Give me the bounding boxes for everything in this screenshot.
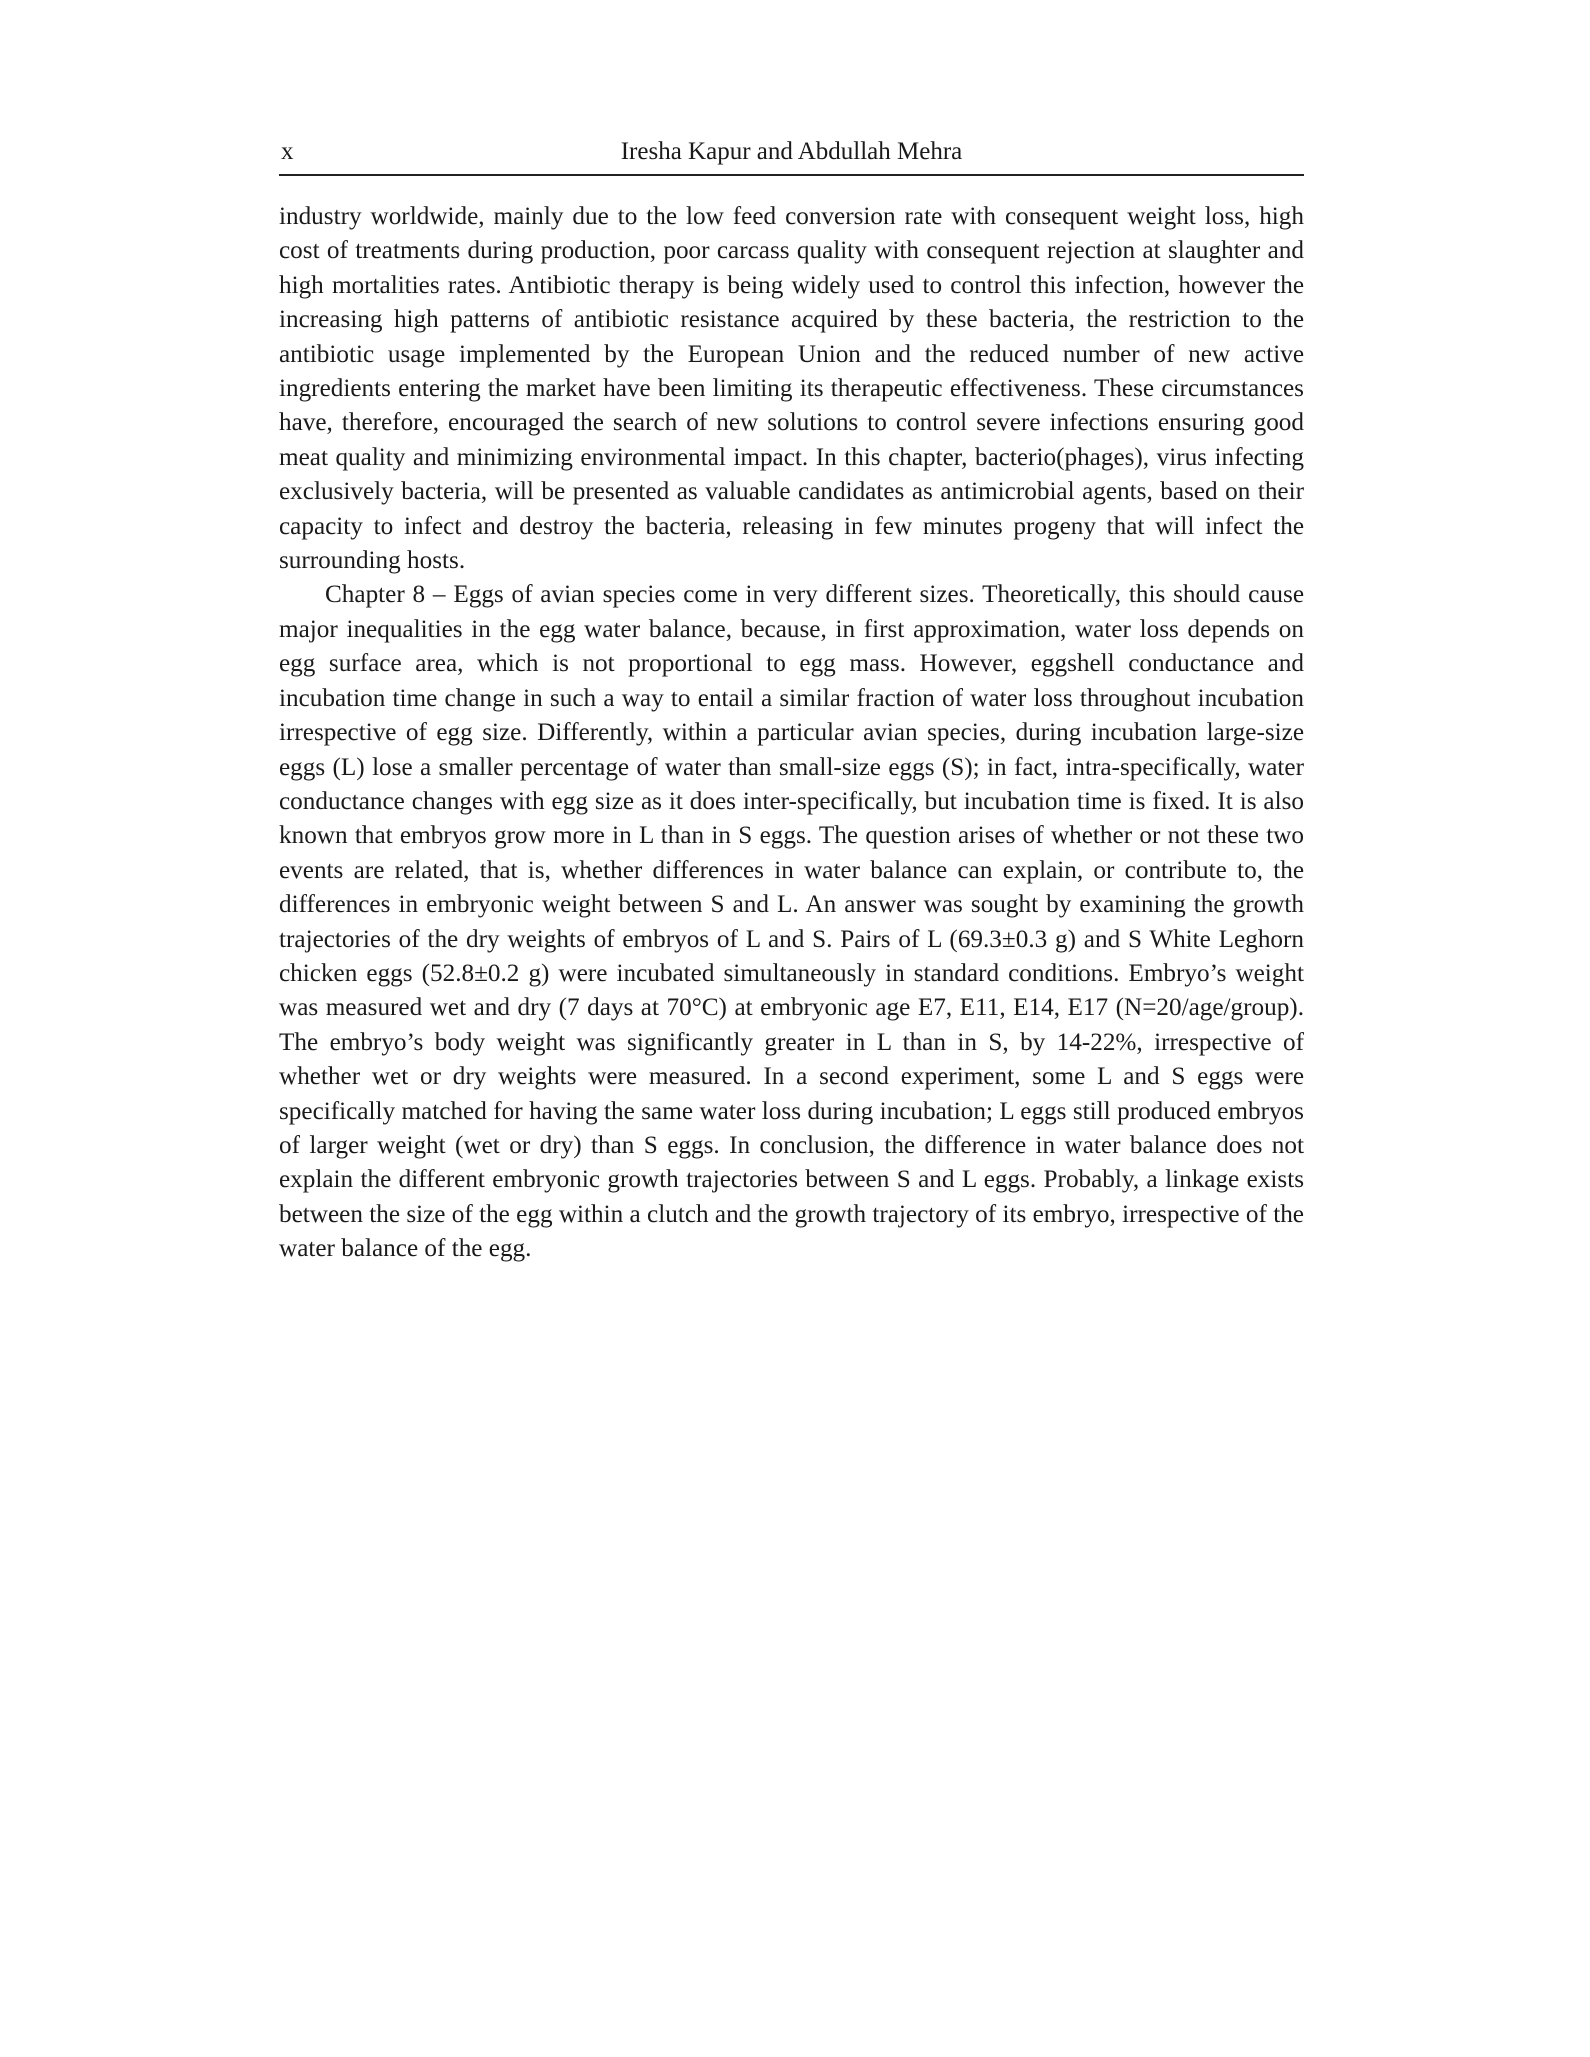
header-authors: Iresha Kapur and Abdullah Mehra — [620, 138, 963, 165]
paragraph-continued: industry worldwide, mainly due to the low feed conversion rate with consequent weight loss, high cost of treatments during production, poor carcass quality with consequent rejection at slaughter and high mortalities rates. Antibiotic therapy is being widely used to control this infection, however the increasing high patterns of antibiotic resistance acquired by these bacteria, the restriction to the antibiotic usage implemented by the European Union and the reduced number of new active ingredients entering the market have been limiting its therapeutic effectiveness. These circumstances have, therefore, encouraged the search of new solutions to control severe infections ensuring good meat quality and minimizing environmental impact. In this chapter, bacterio(phages), virus infecting exclusively bacteria, will be presented as valuable candidates as antimicrobial agents, based on their capacity to infect and destroy the bacteria, releasing in few minutes progeny that will infect the surrounding hosts. — [279, 203, 1304, 575]
body-text — [279, 200, 1304, 1267]
document-page — [279, 130, 1304, 1267]
paragraph-chapter-8: Chapter 8 – Eggs of avian species come in very different sizes. Theoretically, this should cause major inequalities in the egg water balance, because, in first approximation, water loss depends on egg surface area, which is not proportional to egg mass. However, eggshell conductance and incubation time change in such a way to entail a similar fraction of water loss throughout incubation irrespective of egg size. Differently, within a particular avian species, during incubation large-size eggs (L) lose a smaller percentage of water than small-size eggs (S); in fact, intra-specifically, water conductance changes with egg size as it does inter-specifically, but incubation time is fixed. It is also known that embryos grow more in L than in S eggs. The question arises of whether or not these two events are related, that is, whether differences in water balance can explain, or contribute to, the differences in embryonic weight between S and L. An answer was sought by examining the growth trajectories of the dry weights of embryos of L and S. Pairs of L (69.3±0.3 g) and S White Leghorn chicken eggs (52.8±0.2 g) were incubated simultaneously in standard conditions. Embryo’s weight was measured wet and dry (7 days at 70°C) at embryonic age E7, E11, E14, E17 (N=20/age/group). The embryo’s body weight was significantly greater in L than in S, by 14-22%, irrespective of whether wet or dry weights were measured. In a second experiment, some L and S eggs were specifically matched for having the same water loss during incubation; L eggs still produced embryos of larger weight (wet or dry) than S eggs. In conclusion, the difference in water balance does not explain the different embryonic growth trajectories between S and L eggs. Probably, a linkage exists between the size of the egg within a clutch and the growth trajectory of its embryo, irrespective of the water balance of the egg. — [279, 581, 1304, 1263]
page-number: x — [281, 138, 294, 165]
running-header — [279, 130, 1304, 176]
